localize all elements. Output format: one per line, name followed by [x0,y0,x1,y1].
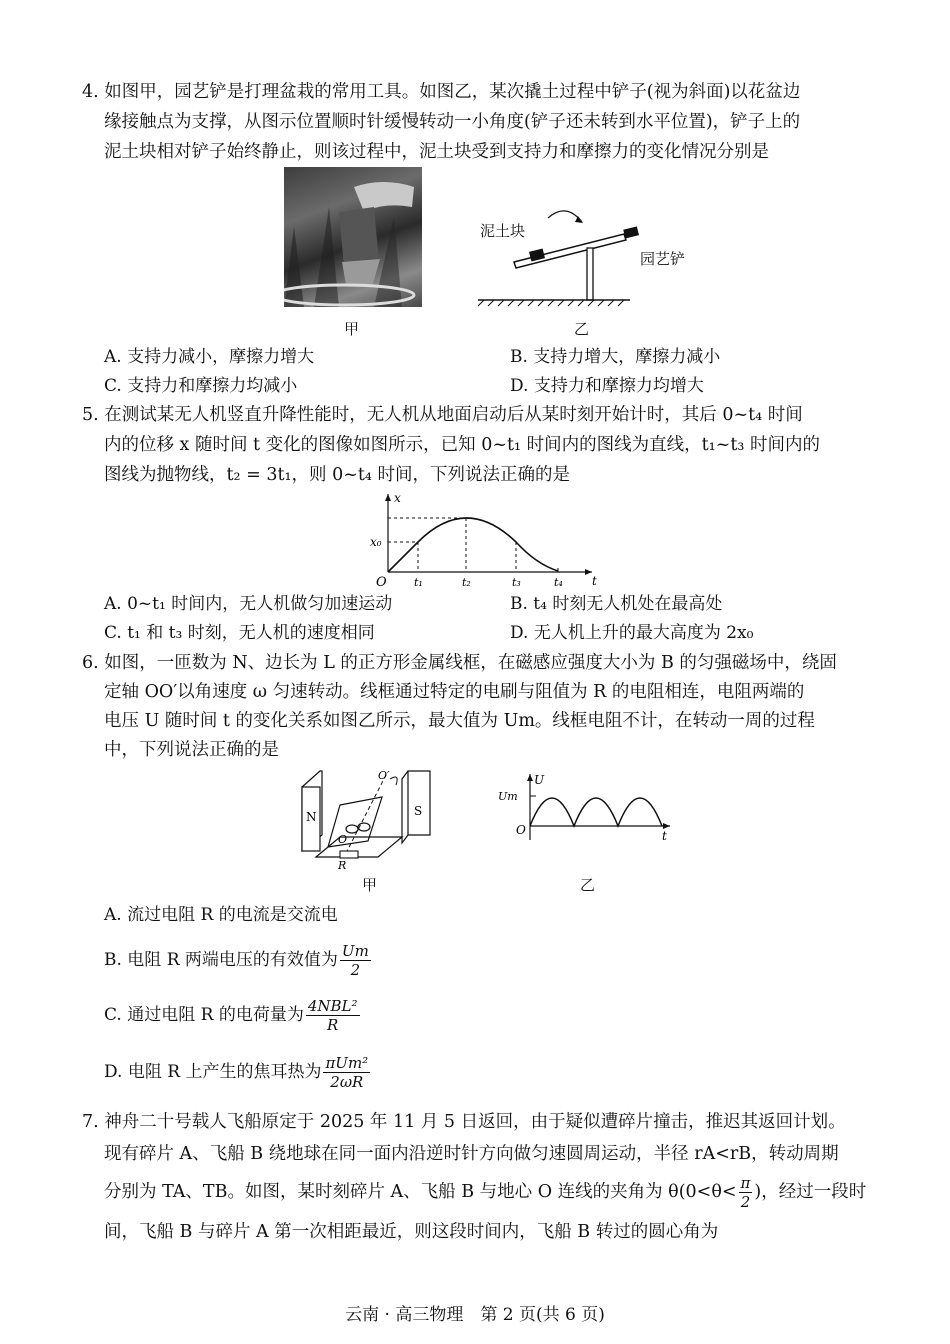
q7-theta-bound-numerator: π [740,1174,751,1192]
q4-line-1: 4. 如图甲，园艺铲是打理盆栽的常用工具。如图乙，某次撬土过程中铲子(视为斜面)以花盆边 [82,82,801,102]
q6-option-b-fraction [340,942,371,979]
graph-tick-t1: t₁ [414,576,423,589]
fig-jia-caption: 甲 [344,320,360,338]
displacement-time-graph [366,490,606,590]
q6-option-d-denominator: 2ωR [330,1073,364,1091]
q6-option-b-numerator: Um [341,942,369,960]
q6-option-b-text: B. 电阻 R 两端电压的有效值为 [104,950,338,970]
voltage-time-graph [494,770,674,850]
q6-option-c-text: C. 通过电阻 R 的电荷量为 [104,1005,304,1025]
q7-line-3-tail: )，经过一段时 [754,1182,867,1202]
q6-option-b [104,940,373,980]
u-graph-origin: O [516,823,526,837]
rotating-coil-diagram [290,765,450,875]
q7-theta-bound-fraction [739,1174,753,1211]
q6-fig-jia-caption: 甲 [362,876,378,894]
graph-y-label: x [394,491,401,505]
q4-option-a: A. 支持力减小，摩擦力增大 [104,347,315,367]
q6-option-d-fraction [323,1054,370,1091]
q5-option-b: B. t₄ 时刻无人机处在最高处 [510,594,723,614]
graph-origin: O [376,575,387,590]
q6-line-3: 电压 U 随时间 t 的变化关系如图乙所示，最大值为 Um。线框电阻不计，在转动一周的过程 [104,711,815,731]
q6-option-c [104,995,362,1035]
magnet-n-label: N [306,810,317,824]
q4-line-2: 缘接触点为支撑，从图示位置顺时针缓慢转动一小角度(铲子还未转到水平位置)，铲子上的 [104,112,801,132]
q6-option-d [104,1052,372,1092]
q7-line-3-text: 分别为 TA、TB。如图，某时刻碎片 A、飞船 B 与地心 O 连线的夹角为 θ(0<θ< [104,1182,737,1202]
q7-line-1: 7. 神舟二十号载人飞船原定于 2025 年 11 月 5 日返回，由于疑似遭碎片撞击，推迟其返回计划。 [82,1112,846,1132]
graph-tick-t4: t₄ [554,576,563,589]
u-graph-y-label: U [534,773,545,787]
q6-option-c-fraction [306,997,360,1034]
graph-x-label: t [592,574,597,588]
q6-option-c-numerator: 4NBL² [307,997,358,1015]
label-shovel: 园艺铲 [640,250,686,268]
fig-yi-caption: 乙 [574,320,590,338]
q4-option-d: D. 支持力和摩擦力均增大 [510,376,704,396]
q6-option-b-denominator: 2 [350,961,361,979]
graph-y-tick: x₀ [370,535,382,549]
q6-option-d-numerator: πUm² [325,1054,369,1072]
q5-line-2: 内的位移 x 随时间 t 变化的图像如图所示，已知 0~t₁ 时间内的图线为直线，t₁~t₃ 时间内的 [104,435,820,455]
q5-option-c: C. t₁ 和 t₃ 时刻，无人机的速度相同 [104,623,375,643]
q5-line-3: 图线为抛物线，t₂ = 3t₁，则 0~t₄ 时间，下列说法正确的是 [104,465,570,485]
q4-option-c: C. 支持力和摩擦力均减小 [104,376,298,396]
q7-line-4: 间，飞船 B 与碎片 A 第一次相距最近，则这段时间内，飞船 B 转过的圆心角为 [104,1222,719,1242]
q6-option-a: A. 流过电阻 R 的电流是交流电 [104,905,338,925]
q6-line-4: 中，下列说法正确的是 [104,740,279,760]
q4-option-b: B. 支持力增大，摩擦力减小 [510,347,721,367]
q6-line-2: 定轴 OO′以角速度 ω 匀速转动。线框通过特定的电刷与阻值为 R 的电阻相连，电阻两端的 [104,682,805,702]
graph-tick-t3: t₃ [512,576,521,589]
q6-option-c-denominator: R [327,1016,339,1034]
resistor-r-label: R [338,859,347,872]
q5-option-d: D. 无人机上升的最大高度为 2x₀ [510,623,754,643]
label-soil: 泥土块 [480,222,526,240]
u-graph-y-tick: Um [498,790,518,803]
q6-fig-yi-caption: 乙 [580,876,596,894]
page-footer: 云南 · 高三物理 第 2 页(共 6 页) [345,1305,605,1325]
q7-line-2: 现有碎片 A、飞船 B 绕地球在同一面内沿逆时针方向做匀速圆周运动，半径 rA<rB，转动周期 [104,1144,839,1164]
q4-line-3: 泥土块相对铲子始终静止，则该过程中，泥土块受到支持力和摩擦力的变化情况分别是 [104,142,769,162]
q5-line-1: 5. 在测试某无人机竖直升降性能时，无人机从地面启动后从某时刻开始计时，其后 0~t₄ 时间 [82,405,803,425]
graph-tick-t2: t₂ [462,576,471,589]
magnet-s-label: S [414,804,423,818]
garden-shovel-photo [284,167,422,307]
q6-option-d-text: D. 电阻 R 上产生的焦耳热为 [104,1062,322,1082]
q6-line-1: 6. 如图，一匝数为 N、边长为 L 的正方形金属线框，在磁感应强度大小为 B 的匀强磁场中，绕固 [82,653,837,673]
axis-o-label: O [338,833,348,846]
q7-line-3 [104,1172,866,1212]
q7-theta-bound-denominator: 2 [740,1193,751,1211]
axis-o-prime-label: O′ [378,769,390,782]
u-graph-x-label: t [662,829,667,843]
q5-option-a: A. 0~t₁ 时间内，无人机做匀加速运动 [104,594,393,614]
